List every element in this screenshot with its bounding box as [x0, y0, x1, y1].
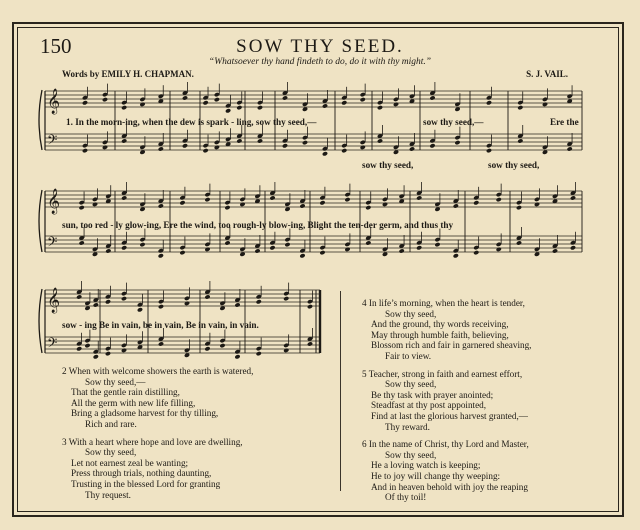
stanza-line: Be thy task with prayer anointed;: [371, 389, 494, 400]
system2-treble-note: [204, 197, 210, 202]
stanza-line: May through humble faith, believing,: [371, 329, 509, 340]
system3-bass-note: [76, 346, 82, 351]
system2-treble-note: [534, 202, 540, 207]
system2-bass-note: [453, 253, 459, 258]
system3-treble-note: [121, 296, 127, 301]
system1-bass-note: [360, 145, 366, 150]
system1-bass-note: [257, 138, 263, 143]
system1-bass-note: [102, 145, 108, 150]
system1-treble-note: [102, 97, 108, 102]
system2-treble-note: [416, 195, 422, 200]
stanzas-left-column: [62, 366, 253, 507]
stanza-line: All the germ with new life filling,: [71, 397, 196, 408]
lyric-verse1-end: Ere the: [550, 117, 579, 127]
system1-treble-note: [360, 97, 366, 102]
system3-treble-note: [76, 294, 82, 299]
system1-treble-note: [429, 95, 435, 100]
system2-bass-note: [365, 240, 371, 245]
lyric-bass-echo-2: sow thy seed,: [488, 160, 540, 170]
system2-treble-note: [239, 202, 245, 207]
stanza-line: Sow thy seed,: [85, 447, 137, 458]
stanza-line: 4 In life’s morning, when the heart is tender,: [362, 298, 525, 308]
stanza-line: Of thy toil!: [385, 492, 427, 503]
system2-treble-note: [79, 205, 85, 210]
stanzas-right-column: [362, 298, 531, 510]
system2-bass-note: [570, 245, 576, 250]
system1-treble-note: [257, 105, 263, 110]
system2-bass-note: [516, 240, 522, 245]
system3-bass-clef-icon: 𝄢: [47, 335, 58, 354]
system2-bass-note: [121, 245, 127, 250]
system2-treble-note: [179, 200, 185, 205]
system1-treble-note: [236, 105, 242, 110]
system3-bass-note: [307, 341, 313, 346]
system1-treble-note: [282, 95, 288, 100]
stanza-line: Rich and rare.: [85, 418, 137, 429]
system2-bass-note: [416, 245, 422, 250]
system2-bass-note: [139, 242, 145, 247]
system3-bass-note: [105, 351, 111, 356]
system1-treble-note: [341, 100, 347, 105]
system1-bass-note: [341, 148, 347, 153]
stanza-line: 6 In the name of Christ, thy Lord and Master,: [362, 439, 529, 450]
system3-bass-note: [158, 341, 164, 346]
stanza-line: Thy request.: [85, 489, 131, 500]
system2-bass-note: [344, 247, 350, 252]
system2-treble-note: [269, 195, 275, 200]
system1-bass-note: [158, 146, 164, 151]
system2-treble-note: [473, 200, 479, 205]
system1-bass-note: [409, 146, 415, 151]
system2-treble-note: [344, 197, 350, 202]
stanza-line: 2 When with welcome showers the earth is watered,: [62, 366, 254, 376]
system2-bass-note: [269, 245, 275, 250]
system1-bass-note: [454, 140, 460, 145]
system2-treble-note: [121, 195, 127, 200]
system2-bass-note: [254, 248, 260, 253]
system2-bass-note: [299, 253, 305, 258]
system1-treble-note: [203, 100, 209, 105]
system3-treble-note: [283, 296, 289, 301]
stanza-line: 5 Teacher, strong in faith and earnest effort,: [362, 368, 523, 379]
system1-treble-note: [225, 108, 231, 113]
system2-bass-note: [79, 240, 85, 245]
system1-treble-note: [214, 97, 220, 102]
system1-bass-note: [214, 145, 220, 150]
system2-bass-note: [552, 248, 558, 253]
system1-treble-note: [139, 102, 145, 107]
system3-treble-note: [93, 302, 99, 307]
stanza-line: Sow thy seed,: [385, 379, 437, 390]
system1-treble-note: [121, 105, 127, 110]
stanza-line: Trusting in the blessed Lord for granting: [71, 478, 221, 489]
system3-bass-note: [204, 346, 210, 351]
system1-brace: [39, 90, 42, 150]
system1-treble-note: [182, 95, 188, 100]
system2-bass-note: [399, 248, 405, 253]
lyric-system2: sun, too red - ly glow-ing, Ere the wind, too rough-ly blow-ing, Blight the ten-der germ, and thus thy: [62, 220, 454, 230]
stanza-line: Sow thy seed,: [385, 449, 437, 460]
system2-bass-clef-icon: 𝄢: [47, 234, 58, 253]
system3-treble-note: [204, 294, 210, 299]
system1-treble-note: [517, 105, 523, 110]
system1-bass-note: [282, 143, 288, 148]
system2-bass-note: [224, 240, 230, 245]
system3-bass-note: [256, 351, 262, 356]
system3-treble-note: [105, 299, 111, 304]
system1-treble-note: [377, 105, 383, 110]
system2-treble-note: [453, 203, 459, 208]
system3-brace: [39, 289, 42, 353]
system2-bass-note: [284, 242, 290, 247]
system2-bass-note: [204, 247, 210, 252]
left-stanza: [62, 437, 253, 501]
stanza-line: Find at last the glorious harvest granted,—: [371, 410, 528, 421]
stanza-line: And the ground, thy words receiving,: [371, 319, 509, 330]
composer-credit: S. J. VAIL.: [526, 69, 568, 79]
system1-bass-note: [517, 138, 523, 143]
system3-treble-note: [158, 304, 164, 309]
system2-bass-note: [434, 242, 440, 247]
system3-treble-clef-icon: 𝄞: [47, 288, 61, 313]
right-stanza: [362, 369, 531, 433]
stanza-line: Blossom rich and fair in garnered sheaving,: [371, 340, 532, 351]
system2-treble-note: [382, 202, 388, 207]
system2-brace: [39, 190, 42, 252]
stanza-line: Steadfast at thy post appointed,: [371, 400, 487, 411]
lyric-verse1-mid: sow thy seed,—: [423, 117, 484, 127]
lyric-verse1-main: 1. In the morn-ing, when the dew is spark - ling, sow thy seed,—: [66, 117, 317, 127]
system2-treble-note: [365, 205, 371, 210]
stanza-line: He to joy will change thy weeping:: [371, 470, 501, 481]
stanza-line: Thy reward.: [385, 421, 430, 432]
system1-bass-note: [377, 138, 383, 143]
system2-bass-note: [496, 247, 502, 252]
system2-treble-note: [570, 195, 576, 200]
system2-treble-note: [92, 202, 98, 207]
system1-bass-note: [322, 151, 328, 156]
system1-bass-note: [182, 143, 188, 148]
column-divider: [340, 291, 341, 491]
system3-bass-note: [283, 348, 289, 353]
lyricist-credit: Words by EMILY H. CHAPMAN.: [62, 69, 194, 79]
system1-treble-note: [393, 102, 399, 107]
right-stanza: [362, 439, 531, 503]
system3-treble-note: [256, 299, 262, 304]
stanza-line: Bring a gladsome harvest for thy tilling,: [71, 408, 219, 419]
system1-treble-note: [82, 100, 88, 105]
stanza-line: Press through trials, nothing daunting,: [71, 468, 212, 479]
stanza-line: Sow thy seed,: [385, 308, 437, 319]
system2-bass-note: [319, 250, 325, 255]
system1-bass-note: [121, 138, 127, 143]
system2-treble-clef-icon: 𝄞: [47, 189, 61, 214]
system1-bass-note: [429, 143, 435, 148]
stanza-line: And in heaven behold with joy the reaping: [371, 481, 528, 492]
system1-treble-note: [542, 102, 548, 107]
right-stanza: [362, 298, 531, 362]
system2-treble-note: [516, 205, 522, 210]
lyric-system3: sow - ing Be in vain, be in vain, Be in vain, in vain.: [62, 320, 259, 330]
stanza-line: He a loving watch is keeping;: [371, 460, 481, 471]
system3-treble-note: [184, 301, 190, 306]
system3-bass-note: [84, 343, 90, 348]
page-number: 150: [40, 34, 72, 58]
system1-treble-clef-icon: 𝄞: [47, 89, 61, 114]
hymn-title: SOW THY SEED.: [236, 36, 404, 57]
system3-bass-note: [219, 343, 225, 348]
system2-bass-note: [158, 253, 164, 258]
system3-treble-note: [234, 302, 240, 307]
epigraph: “Whatsoever thy hand findeth to do, do it with thy might.”: [208, 57, 432, 67]
system1-bass-note: [567, 146, 573, 151]
system2-treble-note: [158, 203, 164, 208]
lyric-bass-echo-1: sow thy seed,: [362, 160, 414, 170]
stanza-line: 3 With a heart where hope and love are dwelling,: [62, 436, 243, 447]
stanza-line: Let not earnest zeal be wanting;: [71, 457, 189, 468]
system1-bass-note: [236, 138, 242, 143]
system2-bass-note: [473, 250, 479, 255]
system3-treble-note: [307, 304, 313, 309]
system2-treble-note: [299, 203, 305, 208]
left-stanza: [62, 366, 253, 430]
system1-treble-note: [486, 100, 492, 105]
system3-bass-note: [93, 354, 99, 359]
stanza-line: That the gentle rain distilling,: [71, 387, 180, 398]
system1-bass-clef-icon: 𝄢: [47, 132, 58, 151]
system3-bass-note: [121, 348, 127, 353]
system1-treble-note: [322, 103, 328, 108]
system1-bass-note: [82, 148, 88, 153]
system3-bass-note: [234, 354, 240, 359]
stanza-line: Fair to view.: [385, 350, 432, 361]
system1-bass-note: [203, 148, 209, 153]
system2-bass-note: [179, 250, 185, 255]
system3-treble-note: [137, 307, 143, 312]
system2-treble-note: [319, 200, 325, 205]
system1-bass-note: [302, 140, 308, 145]
system2-bass-note: [105, 248, 111, 253]
stanza-line: Sow thy seed,—: [85, 376, 146, 387]
system2-treble-note: [224, 205, 230, 210]
system2-treble-note: [496, 197, 502, 202]
system1-bass-note: [486, 148, 492, 153]
